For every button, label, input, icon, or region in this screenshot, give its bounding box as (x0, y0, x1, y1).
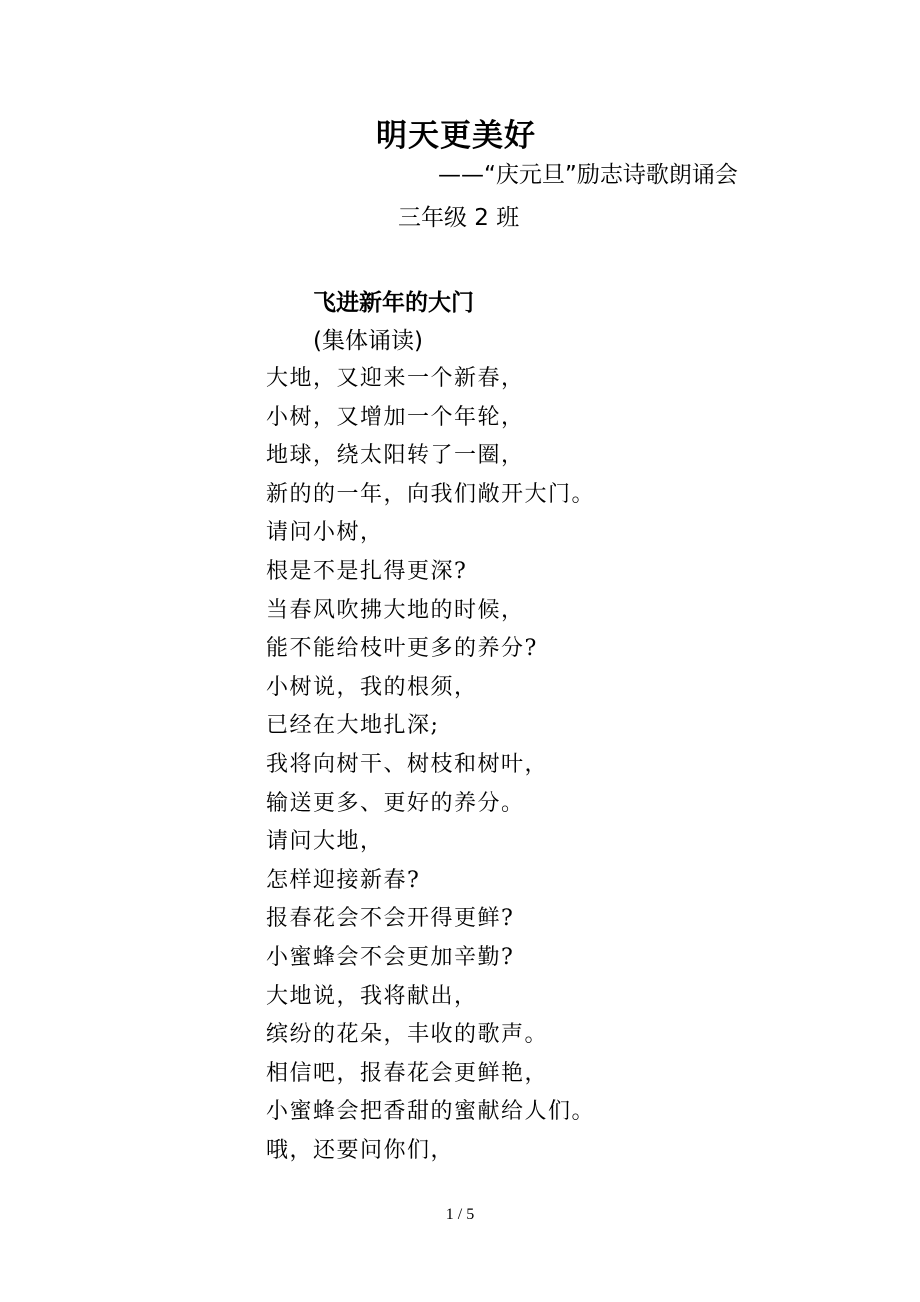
poem-line: 小蜜蜂会不会更加辛勤? (266, 944, 515, 970)
document-title: 明天更美好 (376, 118, 536, 154)
poem-body (266, 360, 595, 1170)
poem-line: 已经在大地扎深; (266, 713, 440, 739)
document-subtitle: ——“庆元旦”励志诗歌朗诵会 (438, 162, 738, 188)
poem-line: 请问小树， (266, 520, 384, 546)
poem-line: 小树说，我的根须， (266, 674, 478, 700)
class-label: 三年级 2 班 (398, 205, 520, 231)
poem-line: 我将向树干、树枝和树叶， (266, 751, 549, 777)
poem-line: 大地，又迎来一个新春， (266, 366, 525, 391)
poem-line: 哦，还要问你们， (266, 1137, 455, 1163)
poem-line: 新的的一年，向我们敞开大门。 (266, 481, 596, 507)
poem-line: 能不能给枝叶更多的养分? (266, 636, 538, 662)
poem-line: 当春风吹拂大地的时候， (266, 597, 525, 623)
poem-note: (集体诵读) (313, 328, 423, 354)
poem-line: 缤纷的花朵，丰收的歌声。 (266, 1022, 549, 1048)
poem-line: 小树，又增加一个年轮， (266, 404, 525, 430)
poem-line: 报春花会不会开得更鲜? (266, 906, 515, 932)
poem-line: 大地说，我将献出， (266, 983, 478, 1009)
poem-line: 地球，绕太阳转了一圈， (266, 443, 525, 469)
poem-line: 根是不是扎得更深? (266, 558, 468, 584)
page-number: 1 / 5 (445, 1206, 475, 1223)
poem-line: 小蜜蜂会把香甜的蜜献给人们。 (266, 1099, 596, 1125)
poem-line: 怎样迎接新春? (266, 867, 421, 893)
poem-line: 相信吧，报春花会更鲜艳， (266, 1060, 549, 1086)
poem-line: 输送更多、更好的养分。 (266, 790, 525, 816)
poem-title: 飞进新年的大门 (313, 290, 474, 316)
poem-line: 请问大地， (266, 829, 384, 855)
